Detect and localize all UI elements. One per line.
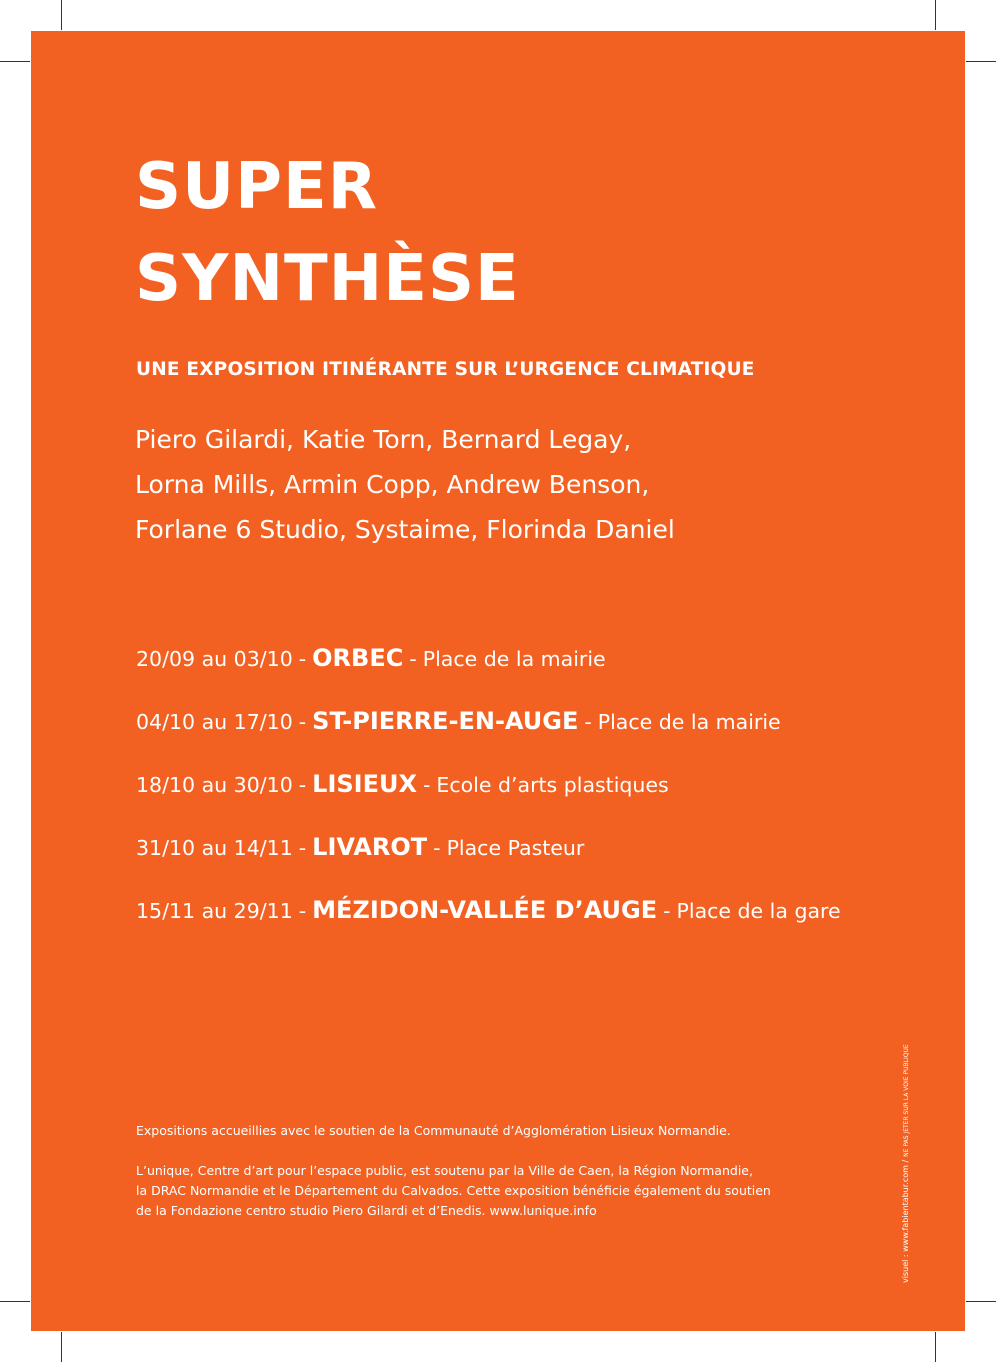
crop-mark	[61, 1332, 62, 1362]
poster-title	[135, 141, 520, 325]
poster	[31, 31, 965, 1331]
stop-place: Ecole d’arts plastiques	[436, 773, 669, 797]
artist-line: Lorna Mills, Armin Copp, Andrew Benson,	[135, 470, 650, 499]
crop-mark	[0, 1301, 30, 1302]
separator: -	[663, 899, 671, 923]
stop-city: ORBEC	[312, 644, 404, 672]
crop-mark	[966, 1301, 996, 1302]
separator: -	[422, 773, 431, 797]
title-line-2: SYNTHÈSE	[135, 242, 520, 316]
separator: -	[433, 836, 441, 860]
artist-line: Piero Gilardi, Katie Torn, Bernard Legay,	[135, 425, 632, 454]
stop-city: ST-PIERRE-EN-AUGE	[312, 707, 579, 735]
stop-city: LISIEUX	[312, 770, 417, 798]
credit-line: L’unique, Centre d’art pour l’espace public, est soutenu par la Ville de Caen, la Région Normandie,	[136, 1163, 753, 1178]
litter-notice: NE PAS JETER SUR LA VOIE PUBLIQUE	[903, 1044, 910, 1157]
crop-mark	[966, 61, 996, 62]
separator: -	[298, 710, 307, 734]
stop-dates: 18/10 au 30/10	[136, 773, 293, 797]
crop-mark	[935, 1332, 936, 1362]
crop-mark	[0, 61, 30, 62]
crop-mark	[61, 0, 62, 30]
stop-city: MÉZIDON-VALLÉE D’AUGE	[312, 896, 658, 924]
separator: -	[298, 773, 307, 797]
stop-dates: 04/10 au 17/10	[136, 710, 293, 734]
credit-line: la DRAC Normandie et le Département du Calvados. Cette exposition bénéficie également du soutien	[136, 1183, 771, 1198]
artist-list	[135, 417, 675, 552]
stop-dates: 15/11 au 29/11	[136, 899, 293, 923]
crop-mark	[935, 0, 936, 30]
stop-place: Place de la gare	[676, 899, 841, 923]
footer-notes	[136, 1121, 771, 1221]
subtitle: UNE EXPOSITION ITINÉRANTE SUR L’URGENCE CLIMATIQUE	[136, 359, 755, 380]
schedule-row	[136, 770, 841, 833]
separator: -	[584, 710, 592, 734]
artist-line: Forlane 6 Studio, Systaime, Florinda Daniel	[135, 515, 675, 544]
separator: -	[298, 899, 307, 923]
side-credit	[901, 1044, 910, 1283]
credit-line: de la Fondazione centro studio Piero Gilardi et d’Enedis. www.lunique.info	[136, 1203, 597, 1218]
schedule-row	[136, 644, 841, 707]
schedule-row	[136, 707, 841, 770]
support-note: Expositions accueillies avec le soutien de la Communauté d’Agglomération Lisieux Normandie.	[136, 1123, 731, 1138]
stop-place: Place de la mairie	[422, 647, 606, 671]
schedule-row	[136, 896, 841, 959]
schedule	[136, 644, 841, 959]
stop-place: Place de la mairie	[597, 710, 781, 734]
separator: -	[298, 836, 307, 860]
visual-credit: visuel : www.fabientabur.com /	[901, 1159, 910, 1283]
separator: -	[298, 647, 307, 671]
stop-city: LIVAROT	[312, 833, 428, 861]
title-line-1: SUPER	[135, 150, 378, 224]
separator: -	[409, 647, 417, 671]
stop-place: Place Pasteur	[446, 836, 585, 860]
schedule-row	[136, 833, 841, 896]
stop-dates: 31/10 au 14/11	[136, 836, 293, 860]
stop-dates: 20/09 au 03/10	[136, 647, 293, 671]
